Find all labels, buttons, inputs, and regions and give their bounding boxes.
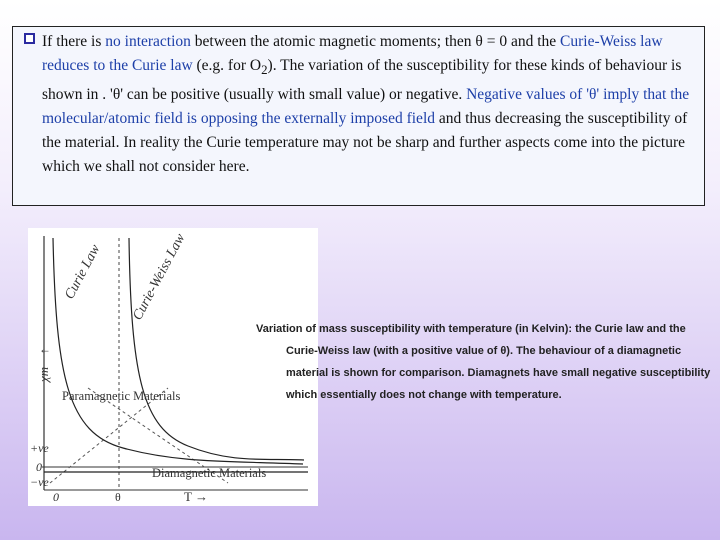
- x-tick-theta: θ: [115, 490, 121, 504]
- para-subscript: 2: [261, 62, 268, 78]
- para-seg2: no interaction: [105, 33, 191, 50]
- para-seg5: (e.g. for O: [192, 57, 262, 75]
- caption-line-3: material is shown for comparison. Diamagnets have small negative susceptibility: [286, 367, 711, 379]
- para-seg6: ). The variation of the susceptibility for these kinds of behaviour is shown in . 'θ' can be positive (usually with small value) or negative.: [42, 57, 682, 103]
- para-seg1: If there is: [42, 33, 106, 50]
- figure-caption: [256, 318, 711, 406]
- curie-weiss-label: Curie-Weiss Law: [130, 231, 189, 323]
- y-tick-zero: 0: [36, 460, 42, 474]
- caption-line-2: Curie-Weiss law (with a positive value of θ). The behaviour of a diamagnetic: [286, 345, 682, 357]
- y-axis-arrow: ↑: [37, 348, 51, 354]
- caption-line-4: which essentially does not change with temperature.: [286, 389, 562, 401]
- bullet-icon: [24, 33, 35, 44]
- diamagnetic-label: Diamagnetic Materials: [152, 466, 267, 480]
- y-axis-label: χm: [36, 366, 51, 382]
- y-tick-positive: +ve: [30, 441, 49, 455]
- paragraph: [42, 30, 696, 179]
- para-seg8: and thus decreasing the susceptibility of the material. In reality the Curie temperature may not be sharp and further aspects come into the picture which we shall not consider here.: [42, 109, 688, 176]
- para-seg7: Negative values of 'θ' imply that the molecular/atomic field is opposing the externally imposed field: [42, 85, 690, 127]
- para-seg4: Curie-Weiss law reduces to the Curie law: [42, 33, 663, 75]
- text-box: [12, 26, 705, 206]
- y-tick-negative: −ve: [30, 475, 49, 489]
- para-seg3: between the atomic magnetic moments; then θ = 0 and the: [190, 33, 561, 50]
- caption-line-1: Variation of mass susceptibility with temperature (in Kelvin): the Curie law and the: [256, 323, 686, 335]
- x-tick-zero: 0: [53, 490, 59, 504]
- paramagnetic-label: Paramagnetic Materials: [62, 389, 181, 403]
- curie-law-label: Curie Law: [62, 242, 104, 302]
- x-axis-label: T →: [184, 489, 208, 504]
